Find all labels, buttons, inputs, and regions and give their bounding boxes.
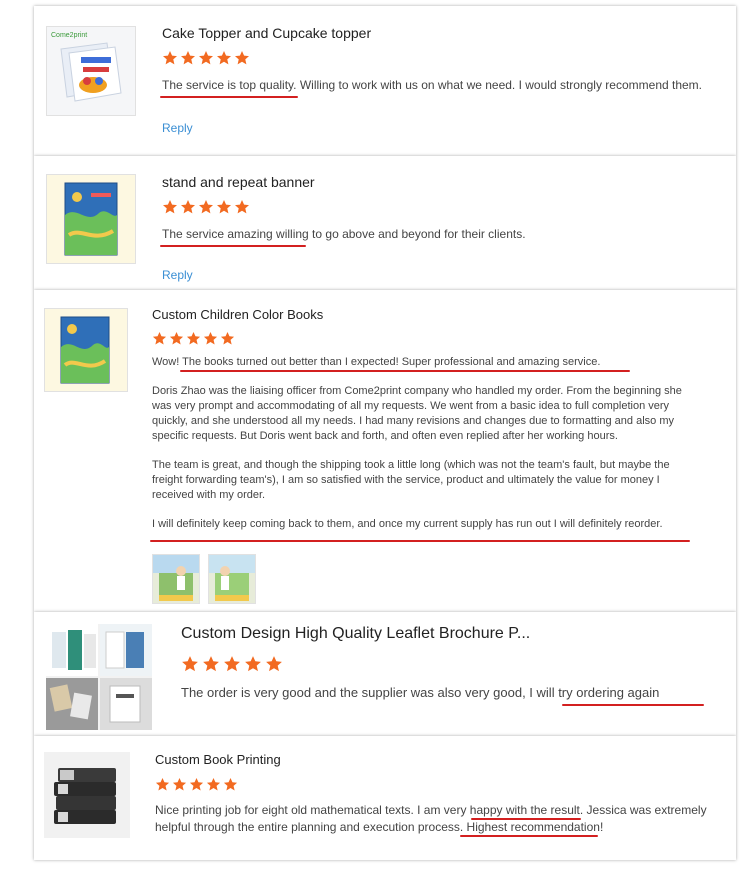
product-thumbnail[interactable]: [46, 624, 152, 730]
review-card: [34, 736, 736, 860]
star-icon: [216, 199, 232, 215]
star-icon: [223, 777, 238, 792]
review-title[interactable]: stand and repeat banner: [162, 174, 315, 190]
review-text: The service is top quality. Willing to work with us on what we need. I would strongly recommend them.: [162, 78, 703, 92]
review-title[interactable]: Custom Book Printing: [155, 752, 281, 767]
star-icon: [169, 331, 184, 346]
review-title[interactable]: Cake Topper and Cupcake topper: [162, 25, 372, 41]
review-paragraph: I will definitely keep coming back to them, and once my current supply has run out I will definitely reorder.: [152, 518, 663, 530]
brand-logo-text: Come2print: [51, 32, 88, 39]
highlight-underline: [160, 245, 306, 247]
book-printing-image: [44, 752, 130, 838]
review-title[interactable]: Custom Design High Quality Leaflet Brochure P...: [181, 625, 531, 642]
photo-image: [209, 555, 255, 603]
star-icon: [198, 199, 214, 215]
highlight-underline: [180, 370, 630, 372]
product-thumbnail[interactable]: [46, 26, 136, 116]
star-icon: [152, 331, 167, 346]
star-icon: [216, 50, 232, 66]
star-icon: [220, 331, 235, 346]
star-icon: [223, 655, 241, 673]
product-thumbnail[interactable]: [44, 308, 128, 392]
review-paragraph: Wow! The books turned out better than I expected! Super professional and amazing service.: [152, 356, 601, 368]
review-card: [34, 156, 736, 290]
highlight-underline: [471, 818, 581, 820]
highlight-underline: [150, 540, 690, 542]
star-icon: [206, 777, 221, 792]
star-rating: [162, 199, 250, 215]
review-text: Nice printing job for eight old mathematical texts. I am very happy with the result. Jessica was extremely helpful through the entire planning and execution process. Highest recommendation!: [155, 803, 707, 834]
reply-link[interactable]: Reply: [162, 121, 193, 135]
star-icon: [181, 655, 199, 673]
star-rating: [152, 331, 235, 346]
review-body: [152, 355, 702, 546]
highlight-underline: [160, 96, 298, 98]
review-text: The order is very good and the supplier was also very good, I will try ordering again: [181, 685, 660, 700]
review-paragraph: The team is great, and though the shipping took a little long (which was not the team's fault, but maybe the freight forwarding team's), I am so satisfied with the service, product and ultimately the value for money I received with my order.: [152, 459, 670, 501]
star-icon: [186, 331, 201, 346]
photo-image: [153, 555, 199, 603]
product-thumbnail[interactable]: [44, 752, 130, 838]
star-icon: [202, 655, 220, 673]
star-icon: [203, 331, 218, 346]
star-icon: [265, 655, 283, 673]
review-card: [34, 6, 736, 156]
star-icon: [234, 50, 250, 66]
star-rating: [162, 50, 250, 66]
star-rating: [181, 655, 283, 673]
review-card: [34, 612, 736, 736]
review-paragraph: Doris Zhao was the liaising officer from Come2print company who handled my order. From the beginning she was very prompt and accommodating of all my requests. We went from a basic idea to full completion very quickly, and she understood all my needs. I had many revisions and changes due to formatting and also my specific requests. But Doris went back and forth, and often even replied after her working hours.: [152, 385, 682, 442]
review-title[interactable]: Custom Children Color Books: [152, 307, 324, 322]
product-thumbnail[interactable]: [46, 174, 136, 264]
star-icon: [244, 655, 262, 673]
review-card: [34, 290, 736, 612]
star-icon: [162, 50, 178, 66]
review-text: The service amazing willing to go above and beyond for their clients.: [162, 227, 526, 241]
banner-image: [47, 175, 135, 263]
review-photo[interactable]: [152, 554, 200, 604]
cake-topper-image: [47, 27, 135, 115]
review-photo[interactable]: [208, 554, 256, 604]
brochure-image: [46, 624, 152, 730]
star-rating: [155, 777, 238, 792]
highlight-underline: [562, 704, 704, 706]
star-icon: [172, 777, 187, 792]
star-icon: [155, 777, 170, 792]
reply-link[interactable]: Reply: [162, 268, 193, 282]
star-icon: [180, 199, 196, 215]
star-icon: [198, 50, 214, 66]
star-icon: [180, 50, 196, 66]
star-icon: [234, 199, 250, 215]
star-icon: [162, 199, 178, 215]
color-book-image: [45, 309, 127, 391]
star-icon: [189, 777, 204, 792]
highlight-underline: [460, 835, 598, 837]
